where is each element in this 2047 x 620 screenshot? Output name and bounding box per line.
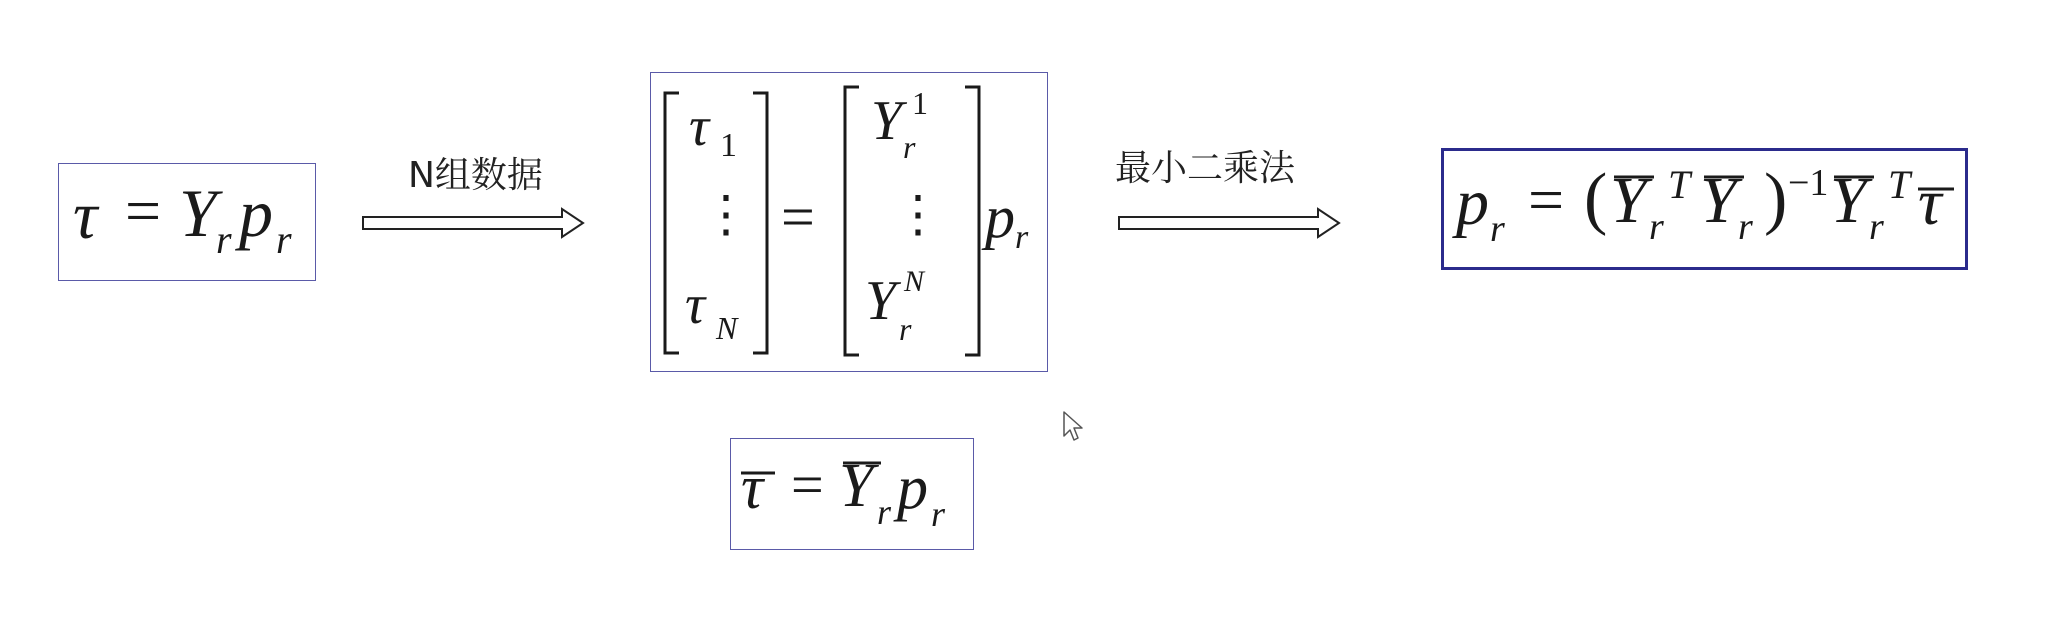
Y-n-symbol: Y bbox=[865, 270, 897, 332]
superscript-n: N bbox=[904, 265, 925, 298]
equals-sign: = bbox=[125, 175, 162, 246]
left-bracket-icon bbox=[661, 91, 681, 355]
subscript-r: r bbox=[1015, 219, 1029, 256]
vertical-dots: ⋮ bbox=[701, 186, 751, 242]
tau-n-symbol: τ bbox=[685, 274, 706, 336]
right-arrow-icon bbox=[362, 208, 584, 238]
tau-bar-symbol: τ bbox=[741, 454, 764, 522]
vertical-dots: ⋮ bbox=[893, 186, 943, 242]
overbar-icon bbox=[1918, 187, 1954, 191]
p-symbol: p bbox=[1456, 166, 1489, 239]
tau-symbol: τ bbox=[73, 177, 98, 253]
subscript-r: r bbox=[1738, 206, 1753, 248]
equals-sign: = bbox=[791, 452, 824, 517]
right-bracket-icon bbox=[963, 85, 983, 357]
p-symbol: p bbox=[985, 184, 1015, 250]
subscript-r: r bbox=[1490, 208, 1505, 250]
equation-box-dynamics bbox=[58, 163, 316, 281]
equals-sign: = bbox=[781, 184, 815, 250]
superscript-1: 1 bbox=[912, 85, 928, 121]
subscript-n: N bbox=[716, 310, 738, 346]
subscript-1: 1 bbox=[720, 127, 737, 164]
subscript-r: r bbox=[903, 129, 916, 165]
right-arrow-icon bbox=[1118, 208, 1340, 238]
equals-sign: = bbox=[1528, 164, 1565, 235]
subscript-r: r bbox=[931, 494, 946, 534]
superscript-t: T bbox=[1888, 162, 1911, 207]
step-label-n-datasets: N组数据 bbox=[408, 155, 543, 196]
left-bracket-icon bbox=[841, 85, 861, 357]
Y-bar-symbol: Y bbox=[1830, 164, 1867, 237]
overbar-icon bbox=[1834, 175, 1874, 179]
overbar-icon bbox=[741, 471, 775, 475]
Y-1-symbol: Y bbox=[871, 90, 903, 152]
equation-box-stacked bbox=[650, 72, 1048, 372]
superscript-t: T bbox=[1668, 162, 1691, 207]
equation-box-stacked-compact bbox=[730, 438, 974, 550]
right-bracket-icon bbox=[751, 91, 771, 355]
tau-1-symbol: τ bbox=[689, 96, 710, 158]
overbar-icon bbox=[843, 461, 881, 465]
subscript-r: r bbox=[1869, 206, 1884, 248]
subscript-r: r bbox=[1649, 206, 1664, 248]
Y-bar-symbol: Y bbox=[1610, 164, 1647, 237]
Y-bar-symbol: Y bbox=[839, 452, 874, 520]
Y-symbol: Y bbox=[179, 175, 217, 251]
superscript-minus-one: −1 bbox=[1788, 162, 1829, 204]
left-paren: ( bbox=[1584, 160, 1608, 237]
subscript-r: r bbox=[276, 217, 292, 262]
right-paren: ) bbox=[1764, 160, 1788, 237]
subscript-r: r bbox=[877, 492, 892, 532]
p-symbol: p bbox=[239, 175, 273, 251]
equation-box-result bbox=[1441, 148, 1968, 270]
p-symbol: p bbox=[897, 454, 928, 522]
Y-bar-symbol: Y bbox=[1700, 164, 1737, 237]
overbar-icon bbox=[1614, 175, 1654, 179]
mouse-cursor-icon bbox=[1062, 410, 1084, 444]
subscript-r: r bbox=[216, 217, 232, 262]
overbar-icon bbox=[1704, 175, 1744, 179]
step-label-least-squares: 最小二乘法 bbox=[1115, 148, 1296, 189]
subscript-r: r bbox=[899, 311, 912, 347]
tau-bar-symbol: τ bbox=[1918, 166, 1942, 239]
